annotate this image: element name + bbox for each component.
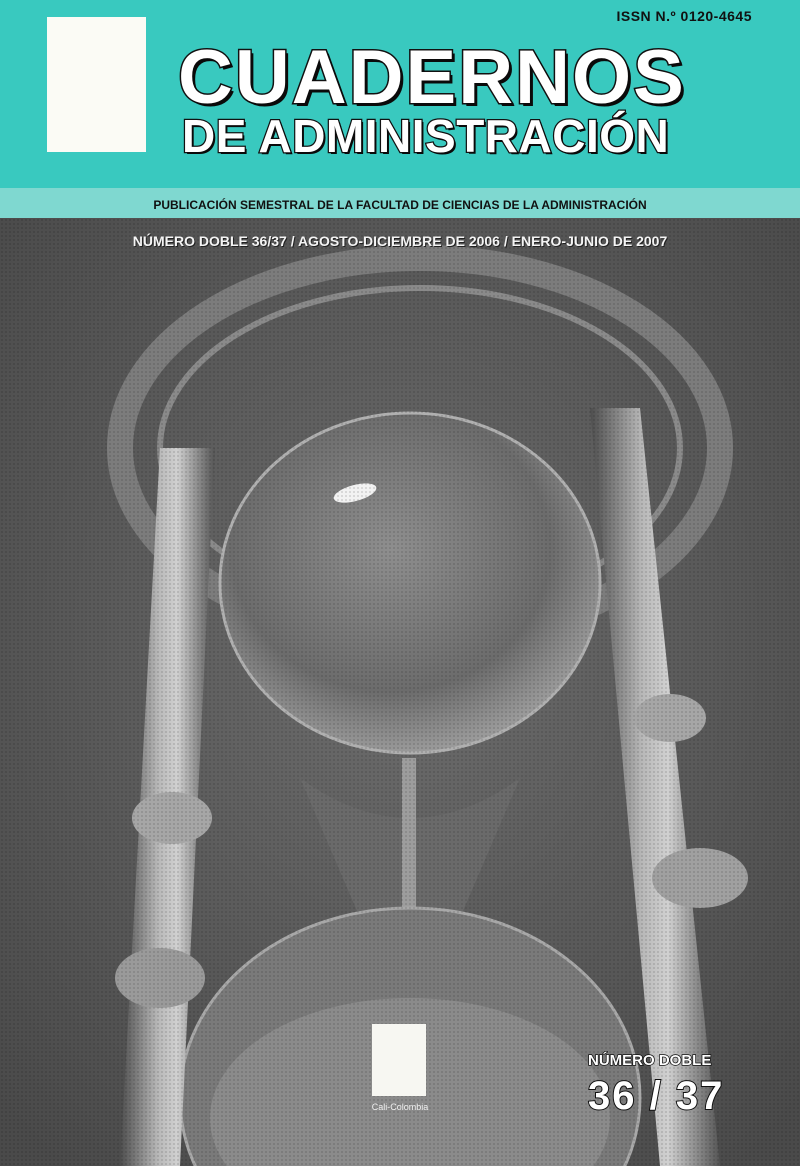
double-issue-label: NÚMERO DOBLE [588,1052,712,1069]
publication-subtitle: PUBLICACIÓN SEMESTRAL DE LA FACULTAD DE CIENCIAS DE LA ADMINISTRACIÓN [153,198,647,212]
issn-number: ISSN N.º 0120-4645 [616,8,752,24]
city-label: Cali-Colombia [371,1102,429,1112]
university-logo [372,1024,426,1096]
title-line-1: CUADERNOS [178,35,686,120]
issue-info: NÚMERO DOBLE 36/37 / AGOSTO-DICIEMBRE DE 2006 / ENERO-JUNIO DE 2007 [132,233,668,249]
double-issue-number: 36 / 37 [588,1074,725,1118]
title-line-2: DE ADMINISTRACIÓN [182,110,670,162]
publisher-logo [47,17,146,152]
